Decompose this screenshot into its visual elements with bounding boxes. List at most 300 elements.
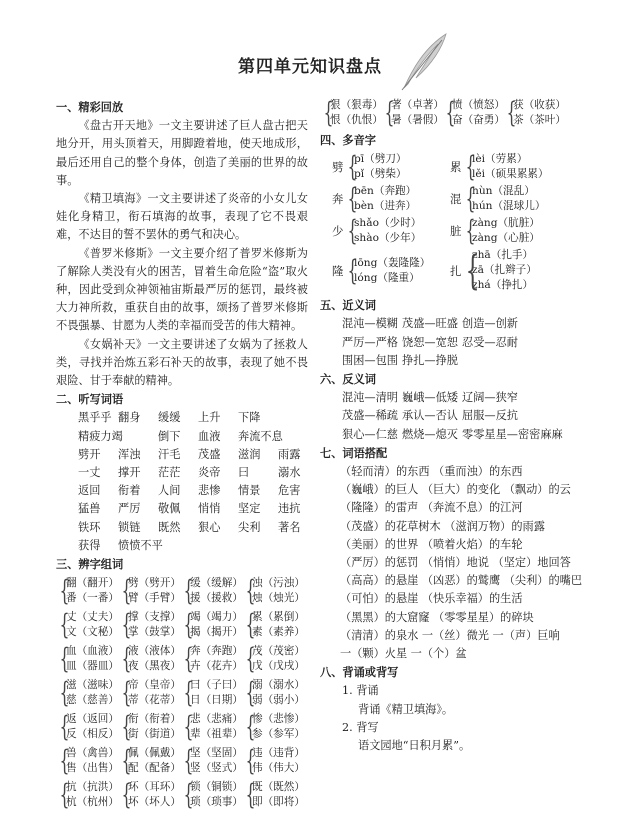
section-heading: 二、听写词语 bbox=[56, 393, 124, 407]
dictation-word: 溺水 bbox=[278, 466, 301, 480]
polyphone-readings bbox=[472, 216, 540, 246]
antonym-pair: 零零星星—密密麻麻 bbox=[462, 427, 563, 441]
collocation-line: （清清）的泉水 一（丝）微光 一（声）巨响 bbox=[340, 628, 560, 642]
char-pair bbox=[182, 778, 243, 812]
char-pair-lines bbox=[66, 576, 119, 606]
char-pair-word: 戊（戊戌） bbox=[252, 660, 305, 673]
char-pair-lines bbox=[252, 780, 305, 810]
char-pair-word: 奋（奋勇） bbox=[452, 114, 505, 126]
brace-mark: { bbox=[506, 96, 517, 129]
section-heading: 七、词语搭配 bbox=[320, 446, 388, 460]
brace-mark: { bbox=[245, 778, 256, 812]
char-pair bbox=[58, 608, 119, 642]
brace-mark: { bbox=[245, 608, 256, 642]
polyphone-item bbox=[450, 248, 568, 293]
char-pair-word: 恨（仇恨） bbox=[330, 114, 383, 126]
char-pair-word: 茂（茂密） bbox=[252, 645, 305, 658]
char-pair-word: 获（收获） bbox=[513, 99, 566, 111]
char-pair-grid-continued bbox=[320, 98, 570, 128]
char-pair bbox=[182, 676, 243, 710]
recite-item-number: 2. 背写 bbox=[342, 720, 379, 734]
dictation-word: 茂盛 bbox=[198, 447, 221, 461]
polyphone-char: 脏 bbox=[450, 224, 462, 239]
char-pair-lines bbox=[128, 644, 181, 674]
char-pair bbox=[444, 96, 505, 129]
char-pair bbox=[120, 710, 181, 744]
char-pair-grid bbox=[56, 576, 308, 810]
antonym-pair: 承认—否认 bbox=[402, 409, 458, 423]
char-pair-word: 滋（滋味） bbox=[66, 679, 119, 692]
brace-mark: { bbox=[347, 253, 358, 287]
char-pair-lines bbox=[66, 644, 119, 674]
char-pair bbox=[120, 642, 181, 676]
polyphone-char: 劈 bbox=[332, 160, 344, 175]
char-pair-lines bbox=[66, 678, 119, 708]
brace-mark: { bbox=[347, 182, 358, 216]
char-pair-word: 杭（杭州） bbox=[66, 796, 119, 809]
polyphone-reading: hún（混球儿） bbox=[472, 200, 546, 213]
char-pair bbox=[244, 642, 305, 676]
brace-mark: { bbox=[121, 676, 132, 710]
brace-mark: { bbox=[59, 676, 70, 710]
char-pair-lines bbox=[190, 576, 243, 606]
section-heading: 四、多音字 bbox=[320, 134, 376, 147]
char-pair bbox=[120, 744, 181, 778]
char-pair bbox=[244, 608, 305, 642]
brace-mark: { bbox=[245, 642, 256, 676]
char-pair-lines bbox=[252, 576, 305, 606]
dictation-word: 雨露 bbox=[278, 447, 301, 461]
char-pair-lines bbox=[128, 678, 181, 708]
char-pair-lines bbox=[190, 780, 243, 810]
synonym-pair: 茂盛—旺盛 bbox=[402, 317, 458, 331]
char-pair-lines bbox=[252, 610, 305, 640]
brace-mark: { bbox=[183, 778, 194, 812]
char-pair-word: 援（援救） bbox=[190, 592, 243, 605]
polyphone-reading: pī（劈刀） bbox=[354, 153, 407, 166]
polyphone-reading: zhá（挣扎） bbox=[472, 279, 534, 292]
collocation-line: （巍峨）的巨人 （巨大）的变化 （飘动）的云 bbox=[340, 483, 571, 497]
char-pair-word: 惨（悲惨） bbox=[252, 713, 305, 726]
antonym-pair: 燃烧—熄灭 bbox=[402, 427, 458, 441]
char-pair-word: 素（素养） bbox=[252, 626, 305, 639]
char-pair-word: 狠（狠毒） bbox=[330, 99, 383, 111]
char-pair bbox=[182, 642, 243, 676]
char-pair-word: 血（血液） bbox=[66, 645, 119, 658]
recite-item-text: 语文园地“日积月累”。 bbox=[358, 739, 471, 753]
brace-mark: { bbox=[59, 778, 70, 812]
brace-mark: { bbox=[59, 744, 70, 778]
char-pair bbox=[244, 778, 305, 812]
char-pair-word: 售（出售） bbox=[66, 762, 119, 775]
char-pair-word: 愤（愤怒） bbox=[452, 99, 505, 111]
polyphone-reading: hùn（混乱） bbox=[472, 185, 535, 198]
section-heading: 五、近义词 bbox=[320, 299, 376, 313]
char-pair-word: 坏（坏人） bbox=[128, 796, 181, 809]
synonym-pair: 创造—创新 bbox=[462, 317, 518, 331]
char-pair-word: 累（累倒） bbox=[252, 611, 305, 624]
char-pair-lines bbox=[452, 98, 505, 128]
char-pair-word: 竭（竭力） bbox=[190, 611, 243, 624]
char-pair bbox=[58, 778, 119, 812]
polyphone-readings bbox=[354, 256, 430, 286]
dictation-word: 炎帝 bbox=[198, 466, 221, 480]
polyphone-reading: shǎo（少时） bbox=[354, 217, 422, 230]
antonym-pair-row bbox=[342, 426, 570, 444]
char-pair-word: 缓（缓解） bbox=[190, 577, 243, 590]
section-heading: 八、背诵或背写 bbox=[320, 666, 399, 680]
char-pair-word: 茶（茶叶） bbox=[513, 114, 566, 126]
polyphone-item bbox=[450, 216, 568, 246]
brace-mark: { bbox=[347, 150, 358, 184]
polyphone-char: 隆 bbox=[332, 263, 344, 278]
dictation-word-list bbox=[56, 409, 308, 555]
dictation-word: 危害 bbox=[278, 484, 301, 498]
dictation-word: 返回 bbox=[78, 484, 101, 498]
antonym-pair: 狠心—仁慈 bbox=[342, 427, 398, 441]
dictation-word: 滋润 bbox=[238, 447, 261, 461]
char-pair-word: 抗（抗洪） bbox=[66, 781, 119, 794]
char-pair bbox=[120, 574, 181, 608]
polyphone-readings bbox=[354, 184, 416, 214]
right-column bbox=[320, 96, 583, 755]
char-pair-word: 奔（奔跑） bbox=[190, 645, 243, 658]
char-pair-word: 兽（禽兽） bbox=[66, 747, 119, 760]
char-pair-lines bbox=[128, 610, 181, 640]
synonym-pair: 忍受—忍耐 bbox=[462, 335, 518, 349]
antonym-pair: 混沌—清明 bbox=[342, 391, 398, 405]
char-pair bbox=[120, 778, 181, 812]
char-pair-lines bbox=[128, 576, 181, 606]
collocation-line: （美丽）的世界 （喷着火焰）的车轮 bbox=[340, 537, 523, 551]
char-pair-word: 坚（坚固） bbox=[190, 747, 243, 760]
char-pair bbox=[383, 96, 444, 129]
brace-mark: { bbox=[183, 744, 194, 778]
brace-mark: { bbox=[121, 744, 132, 778]
char-pair bbox=[58, 676, 119, 710]
polyphone-item bbox=[332, 184, 450, 214]
char-pair-lines bbox=[190, 678, 243, 708]
char-pair-lines bbox=[330, 98, 383, 128]
char-pair bbox=[244, 744, 305, 778]
brace-mark: { bbox=[121, 642, 132, 676]
antonym-pair: 屈服—反抗 bbox=[462, 409, 518, 423]
brace-mark: { bbox=[59, 574, 70, 608]
dictation-word: 衔着 bbox=[118, 484, 141, 498]
synonym-pair: 挣扎—挣脱 bbox=[402, 353, 458, 367]
char-pair-lines bbox=[513, 98, 566, 128]
char-pair-word: 悲（悲痛） bbox=[190, 713, 243, 726]
char-pair-word: 丈（丈夫） bbox=[66, 611, 119, 624]
char-pair bbox=[58, 642, 119, 676]
brace-mark: { bbox=[465, 214, 476, 248]
char-pair-word: 参（参军） bbox=[252, 728, 305, 741]
char-pair-word: 卉（花卉） bbox=[190, 660, 243, 673]
recite-item-number: 1. 背诵 bbox=[342, 684, 379, 698]
char-pair bbox=[182, 574, 243, 608]
polyphone-char: 扎 bbox=[450, 263, 462, 278]
char-pair-lines bbox=[128, 746, 181, 776]
char-pair bbox=[244, 710, 305, 744]
brace-mark: { bbox=[465, 182, 476, 216]
char-pair-lines bbox=[252, 712, 305, 742]
char-pair-word: 夜（黑夜） bbox=[128, 660, 181, 673]
brace-mark: { bbox=[121, 608, 132, 642]
char-pair-word: 溺（溺水） bbox=[252, 679, 305, 692]
dictation-word: 猛兽 bbox=[78, 502, 101, 516]
char-pair-word: 既（既然） bbox=[252, 781, 305, 794]
char-pair-lines bbox=[190, 610, 243, 640]
char-pair-lines bbox=[66, 746, 119, 776]
char-pair bbox=[120, 676, 181, 710]
collocation-line: 一（颗）火星 一（个）盆 bbox=[340, 647, 467, 661]
collocation-line: （严厉）的惩罚 （悄悄）地说 （坚定）地回答 bbox=[340, 556, 571, 570]
char-pair-lines bbox=[128, 780, 181, 810]
dictation-word: 上升 bbox=[198, 411, 221, 425]
char-pair-word: 反（相反） bbox=[66, 728, 119, 741]
dictation-word: 锁链 bbox=[118, 520, 141, 534]
char-pair bbox=[120, 608, 181, 642]
brace-mark: { bbox=[183, 642, 194, 676]
polyphone-readings bbox=[354, 152, 407, 182]
collocation-line: （茂盛）的花草树木 （滋润万物）的雨露 bbox=[340, 519, 545, 533]
synonym-pair: 饶恕—宽恕 bbox=[402, 335, 458, 349]
polyphone-reading: zā（扎辫子） bbox=[472, 264, 537, 277]
brace-mark: { bbox=[183, 710, 194, 744]
char-pair-word: 返（返回） bbox=[66, 713, 119, 726]
char-pair-lines bbox=[252, 678, 305, 708]
brace-mark: { bbox=[323, 96, 334, 129]
summary-paragraph: 《精卫填海》一文主要讲述了炎帝的小女儿女娃化身精卫，衔石填海的故事，表现了它不畏艰难，不达目的誓不罢休的勇气和决心。 bbox=[56, 192, 308, 242]
dictation-word: 倒下 bbox=[158, 429, 181, 443]
polyphone-reading: zàng（肮脏） bbox=[472, 217, 540, 230]
synonym-pair: 混沌—模糊 bbox=[342, 317, 398, 331]
char-pair-word: 暑（暑假） bbox=[391, 114, 444, 126]
synonym-list bbox=[320, 315, 570, 370]
char-pair bbox=[58, 744, 119, 778]
char-pair bbox=[244, 676, 305, 710]
polyphone-readings bbox=[472, 248, 537, 293]
polyphone-reading: lèi（劳累） bbox=[472, 153, 528, 166]
summary-paragraph: 《盘古开天地》一文主要讲述了巨人盘古把天地分开，用头顶着天，用脚蹬着地，使天地成形，最后还用自己的整个身体，创造了美丽的世界的故事。 bbox=[56, 119, 308, 187]
polyphone-readings bbox=[472, 184, 545, 214]
polyphone-item bbox=[332, 152, 450, 182]
polyphone-reading: zàng（心脏） bbox=[472, 232, 540, 245]
char-pair-word: 佩（佩戴） bbox=[128, 747, 181, 760]
polyphone-char: 混 bbox=[450, 192, 462, 207]
collocation-line: （可怕）的悬崖 （快乐幸福）的生活 bbox=[340, 592, 523, 606]
char-pair-word: 番（一番） bbox=[66, 592, 119, 605]
polyphone-char: 少 bbox=[332, 224, 344, 239]
collocation-line: （高高）的悬崖 （凶恶）的鹫鹰 （尖利）的嘴巴 bbox=[340, 574, 583, 588]
polyphone-reading: lóng（隆重） bbox=[354, 271, 420, 284]
char-pair-lines bbox=[190, 644, 243, 674]
char-pair-word: 皿（器皿） bbox=[66, 660, 119, 673]
dictation-word: 铁环 bbox=[78, 520, 101, 534]
char-pair-word: 帝（皇帝） bbox=[128, 679, 181, 692]
dictation-word: 汗毛 bbox=[158, 447, 181, 461]
dictation-word: 违抗 bbox=[278, 502, 301, 516]
brace-mark: { bbox=[121, 778, 132, 812]
char-pair bbox=[322, 96, 383, 129]
dictation-word: 精疲力竭 bbox=[78, 429, 123, 443]
brace-mark: { bbox=[445, 96, 456, 129]
char-pair-word: 曰（子曰） bbox=[190, 679, 243, 692]
brace-mark: { bbox=[245, 710, 256, 744]
dictation-word: 浑浊 bbox=[118, 447, 141, 461]
synonym-pair-row bbox=[342, 315, 570, 333]
summary-paragraph: 《女娲补天》一文主要讲述了女娲为了拯救人类，寻找并治炼五彩石补天的故事，表现了她不畏艰险、甘于奉献的精神。 bbox=[56, 337, 308, 388]
char-pair bbox=[182, 608, 243, 642]
collocation-line: （轻而清）的东西 （重而浊）的东西 bbox=[340, 465, 523, 479]
recite-item-text: 背诵《精卫填海》。 bbox=[358, 702, 454, 716]
char-pair-word: 液（液体） bbox=[128, 645, 181, 658]
dictation-word: 人间 bbox=[158, 484, 181, 498]
summary-paragraph: 《普罗米修斯》一文主要介绍了普罗米修斯为了解除人类没有火的困苦，冒着生命危险“盗”取火种，因此受到众神领袖宙斯最严厉的惩罚，最终被大力神所救，重获自由的故事，颂扬了普罗米修斯不畏强暴、甘愿为人类的幸福而受苦的伟大精神。 bbox=[56, 246, 308, 333]
char-pair-lines bbox=[190, 712, 243, 742]
char-pair-word: 蒂（花蒂） bbox=[128, 694, 181, 707]
dictation-word: 严厉 bbox=[118, 502, 141, 516]
polyphone-char: 累 bbox=[450, 160, 462, 175]
left-column bbox=[56, 98, 308, 814]
char-pair-word: 浊（污浊） bbox=[252, 577, 305, 590]
char-pair-word: 衔（衔着） bbox=[128, 713, 181, 726]
synonym-pair-row bbox=[342, 352, 570, 370]
char-pair-word: 撑（支撑） bbox=[128, 611, 181, 624]
section-heading: 一、精彩回放 bbox=[56, 101, 124, 114]
polyphone-reading: lěi（硕果累累） bbox=[472, 168, 549, 181]
dictation-word: 奔流不息 bbox=[238, 429, 283, 443]
dictation-word: 下降 bbox=[238, 411, 261, 425]
collocation-line: （黑黑）的大窟窿 （零零星星）的碎块 bbox=[340, 610, 534, 624]
char-pair-word: 翻（翻开） bbox=[66, 577, 119, 590]
dictation-word: 愤愤不平 bbox=[118, 538, 163, 552]
char-pair bbox=[182, 744, 243, 778]
brace-mark: { bbox=[465, 247, 480, 294]
char-pair-word: 文（文秘） bbox=[66, 626, 119, 639]
brace-mark: { bbox=[465, 150, 476, 184]
collocation-list bbox=[320, 463, 583, 663]
char-pair-lines bbox=[66, 610, 119, 640]
brace-mark: { bbox=[59, 608, 70, 642]
brace-mark: { bbox=[121, 710, 132, 744]
char-pair bbox=[58, 710, 119, 744]
char-pair-lines bbox=[66, 780, 119, 810]
polyphone-char: 奔 bbox=[332, 192, 344, 207]
synonym-pair: 围困—包围 bbox=[342, 353, 398, 367]
dictation-word: 坚定 bbox=[238, 502, 261, 516]
polyphone-grid bbox=[320, 152, 570, 293]
brace-mark: { bbox=[59, 642, 70, 676]
dictation-word: 翻身 bbox=[118, 411, 141, 425]
char-pair-word: 掌（鼓掌） bbox=[128, 626, 181, 639]
char-pair-lines bbox=[252, 746, 305, 776]
antonym-pair-row bbox=[342, 389, 570, 407]
dictation-word: 悲惨 bbox=[198, 484, 221, 498]
polyphone-reading: lōng（轰隆隆） bbox=[354, 256, 431, 269]
polyphone-readings bbox=[472, 152, 549, 182]
char-pair-word: 臂（手臂） bbox=[128, 592, 181, 605]
dictation-word: 著名 bbox=[278, 520, 301, 534]
dictation-word: 一丈 bbox=[78, 466, 101, 480]
char-pair-lines bbox=[66, 712, 119, 742]
brace-mark: { bbox=[384, 96, 395, 129]
dictation-word: 悄悄 bbox=[198, 502, 221, 516]
char-pair-lines bbox=[391, 98, 444, 128]
char-pair-word: 琐（琐事） bbox=[190, 796, 243, 809]
char-pair-word: 揭（揭开） bbox=[190, 626, 243, 639]
polyphone-item bbox=[332, 248, 450, 293]
brace-mark: { bbox=[245, 574, 256, 608]
page-title: 第四单元知识盘点 bbox=[238, 57, 382, 77]
char-pair-word: 街（街道） bbox=[128, 728, 181, 741]
brace-mark: { bbox=[183, 574, 194, 608]
synonym-pair: 严厉—严格 bbox=[342, 335, 398, 349]
polyphone-readings bbox=[354, 216, 421, 246]
dictation-word: 尖利 bbox=[238, 520, 261, 534]
char-pair-word: 辈（祖辈） bbox=[190, 728, 243, 741]
dictation-word: 获得 bbox=[78, 538, 101, 552]
char-pair-word: 弱（弱小） bbox=[252, 694, 305, 707]
char-pair-word: 违（违背） bbox=[252, 747, 305, 760]
antonym-list bbox=[320, 389, 570, 444]
char-pair-lines bbox=[252, 644, 305, 674]
dictation-word: 撑开 bbox=[118, 466, 141, 480]
char-pair-word: 烛（烛光） bbox=[252, 592, 305, 605]
char-pair-word: 即（即将） bbox=[252, 796, 305, 809]
char-pair-word: 伟（伟大） bbox=[252, 762, 305, 775]
antonym-pair: 辽阔—狭窄 bbox=[462, 391, 518, 405]
section-heading: 六、反义词 bbox=[320, 373, 376, 387]
char-pair bbox=[505, 96, 566, 129]
dictation-word: 血液 bbox=[198, 429, 221, 443]
dictation-word: 缓缓 bbox=[158, 411, 181, 425]
brace-mark: { bbox=[59, 710, 70, 744]
char-pair-word: 劈（劈开） bbox=[128, 577, 181, 590]
brace-mark: { bbox=[245, 744, 256, 778]
dictation-word: 劈开 bbox=[78, 447, 101, 461]
polyphone-reading: zhā（扎手） bbox=[472, 249, 534, 262]
dictation-word: 茫茫 bbox=[158, 466, 181, 480]
polyphone-item bbox=[450, 152, 568, 182]
collocation-line: （隆隆）的雷声 （奔流不息）的江河 bbox=[340, 501, 523, 515]
synonym-pair bbox=[462, 352, 532, 370]
brace-mark: { bbox=[121, 574, 132, 608]
section-heading: 三、辨字组词 bbox=[56, 558, 124, 572]
brace-mark: { bbox=[245, 676, 256, 710]
polyphone-reading: bēn（奔跑） bbox=[354, 185, 417, 198]
char-pair-word: 锁（铜锁） bbox=[190, 781, 243, 794]
char-pair-word: 环（耳环） bbox=[128, 781, 181, 794]
antonym-pair: 巍峨—低矮 bbox=[402, 391, 458, 405]
antonym-pair: 茂盛—稀疏 bbox=[342, 409, 398, 423]
dictation-word: 曰 bbox=[238, 466, 250, 480]
synonym-pair-row bbox=[342, 334, 570, 352]
polyphone-reading: bèn（进奔） bbox=[354, 200, 417, 213]
char-pair-word: 日（日期） bbox=[190, 694, 243, 707]
dictation-word: 狠心 bbox=[198, 520, 221, 534]
char-pair bbox=[58, 574, 119, 608]
char-pair-word: 慈（慈善） bbox=[66, 694, 119, 707]
char-pair bbox=[244, 574, 305, 608]
char-pair-lines bbox=[190, 746, 243, 776]
brace-mark: { bbox=[183, 676, 194, 710]
polyphone-reading: shào（少年） bbox=[354, 232, 422, 245]
brace-mark: { bbox=[347, 214, 358, 248]
char-pair-word: 竖（竖式） bbox=[190, 762, 243, 775]
dictation-word: 既然 bbox=[158, 520, 181, 534]
char-pair-word: 配（配备） bbox=[128, 762, 181, 775]
